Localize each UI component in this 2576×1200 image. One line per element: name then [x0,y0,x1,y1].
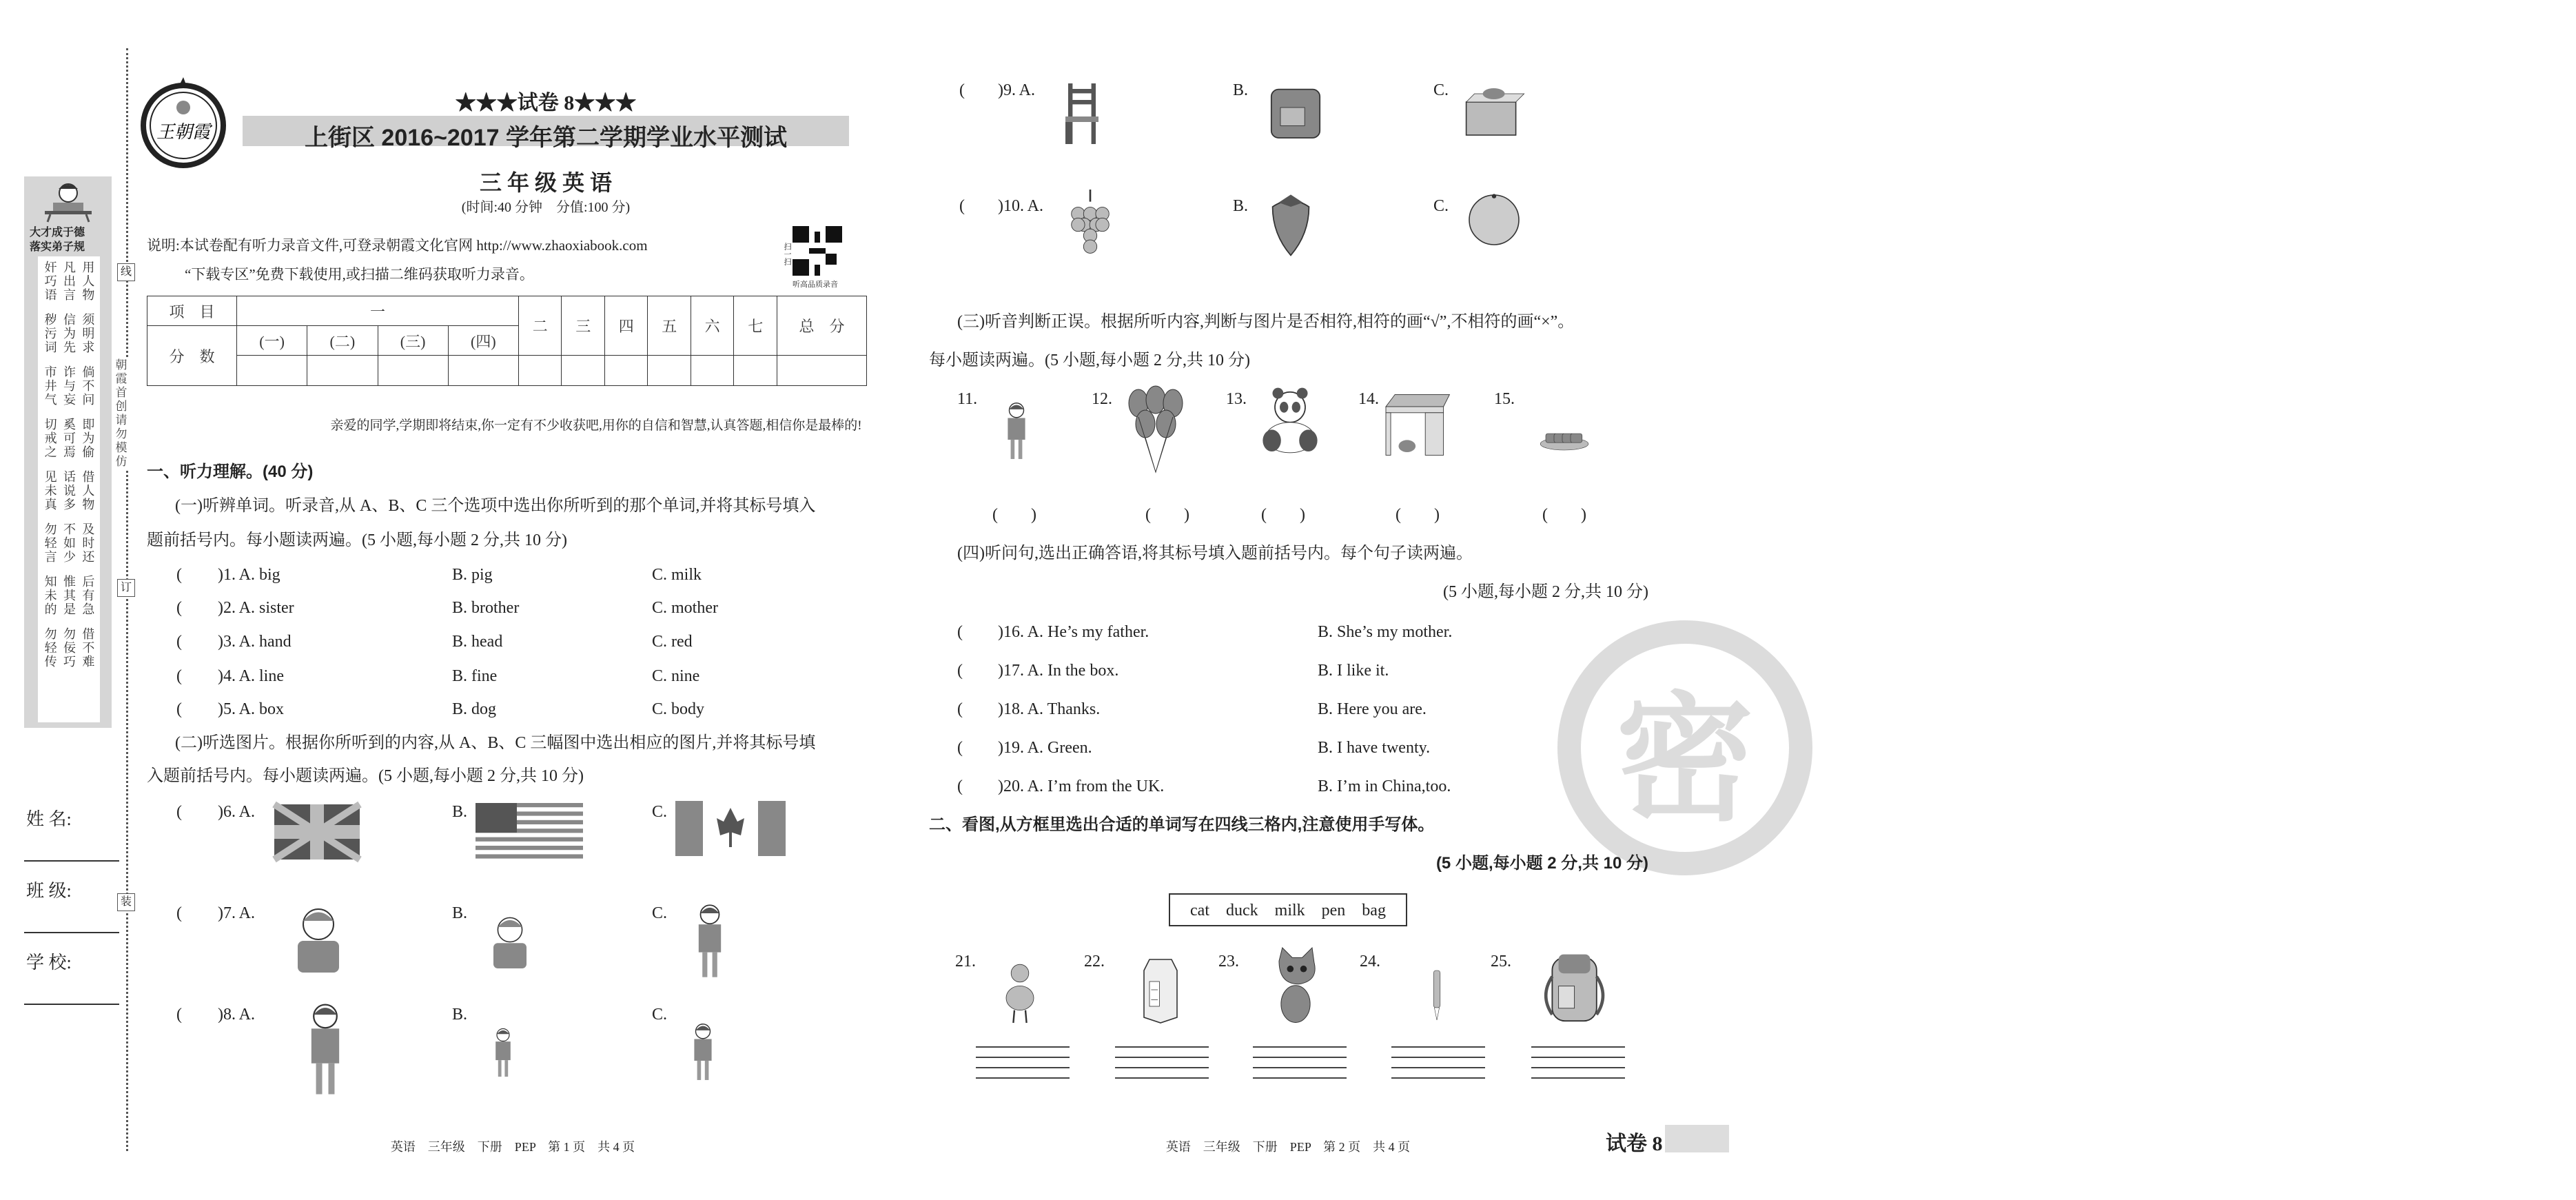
part-header: 一 [237,296,519,326]
option-a: )16. A. He’s my father. [998,623,1149,641]
poem-column: 勿佞巧 [61,627,76,669]
poem-column: 及时还 [81,522,95,564]
score-cell[interactable] [777,356,867,386]
option-c-label: C. [1433,81,1449,99]
girl-picture [482,1001,524,1104]
poem-column: 须明求 [81,313,95,354]
svg-text:王朝霞: 王朝霞 [156,122,211,143]
desk-picture [1378,391,1454,467]
page-footer: 英语 三年级 下册 PEP 第 2 页 共 4 页 [1165,1140,1411,1154]
binding-mark: 订 [117,579,135,597]
poem-verse [41,261,97,302]
option-b: B. She’s my mother. [1318,623,1453,641]
instruction: 每小题读两遍。(5 小题,每小题 2 分,共 10 分) [929,352,1250,369]
answer-bracket[interactable]: ( [176,700,182,718]
series-badge: ★★★试卷 8★★★ [455,92,637,114]
option-b: B. head [452,633,503,651]
option-a-label: )10. A. [998,197,1043,215]
option-a: )1. A. big [218,566,280,584]
option-c: C. nine [652,667,700,685]
score-cell[interactable] [307,356,378,386]
class-label: 班 级: [26,881,72,901]
section-title: 二、看图,从方框里选出合适的单词写在四线三格内,注意使用手写体。 [929,815,1435,834]
orange-picture [1460,190,1529,258]
answer-bracket[interactable]: ( ) [1145,506,1189,524]
answer-bracket[interactable]: ( [176,667,182,685]
question-number: 12. [1092,390,1112,408]
option-a: )19. A. Green. [998,739,1092,757]
section-title: 一、听力理解。(40 分) [147,462,314,481]
option-b-label: B. [1233,197,1249,215]
notice-line: “下载专区”免费下载使用,或扫描二维码获取听力录音。 [185,266,534,283]
poem-column: 诈与妄 [61,365,76,407]
milk-picture [1130,950,1185,1033]
score-cell[interactable] [691,356,733,386]
answer-bracket[interactable]: ( [176,904,182,922]
grandfather-picture [482,903,538,979]
option-c: C. milk [652,566,702,584]
option-b: B. I have twenty. [1318,739,1431,757]
option-a: )18. A. Thanks. [998,700,1101,718]
answer-bracket[interactable]: ( [959,197,965,215]
row-label: 项 目 [147,296,237,326]
uk-flag [274,804,360,860]
balloons-picture [1121,386,1190,472]
option-b: B. brother [452,599,520,617]
dizigui-poem [38,256,100,722]
notice-line: 说明:本试卷配有听力录音文件,可登录朝霞文化官网 http://www.zhaoxiabook.com [147,237,648,254]
option-b-label: B. [452,1006,468,1024]
poem-column: 不如少 [61,522,76,564]
option-a-label: )6. A. [218,803,255,821]
sub-header: (一) [237,326,307,356]
option-a: )20. A. I’m from the UK. [998,777,1165,795]
answer-bracket[interactable]: ( [176,803,182,821]
qr-caption: 听高品质录音 [793,281,838,289]
instruction: (一)听辨单词。听录音,从 A、B、C 三个选项中选出你所听到的那个单词,并将其标号填入 [175,497,816,515]
poem-column: 勿轻言 [43,522,57,564]
motto-line: 落实弟子规 [30,241,85,253]
answer-bracket[interactable]: ( [176,599,182,617]
word-bank: cat duck milk pen bag [1169,893,1407,926]
school-label: 学 校: [26,953,72,973]
poem-column: 话说多 [61,470,76,511]
part-header: 三 [562,296,604,356]
option-a-label: )9. A. [998,81,1035,99]
four-line-writing-grid[interactable] [976,1046,1070,1082]
score-note: (5 小题,每小题 2 分,共 10 分) [1443,583,1648,601]
poem-column: 惟其是 [61,575,76,616]
answer-bracket[interactable]: ( ) [1261,506,1305,524]
poem-verse [41,470,97,511]
poem-column: 勿轻传 [43,627,57,669]
time-score: (时间:40 分钟 分值:100 分) [461,200,631,215]
option-b: B. I like it. [1318,662,1389,680]
poem-column: 市井气 [43,365,57,407]
grapes-picture [1056,190,1125,265]
option-c-label: C. [652,803,668,821]
option-c-label: C. [652,904,668,922]
option-a: )4. A. line [218,667,284,685]
option-c: C. red [652,633,693,651]
poem-verse [41,365,97,407]
poem-column: 用人物 [81,261,95,302]
sub-header: (三) [378,326,448,356]
pen-picture [1416,951,1458,1037]
option-b: B. I’m in China,too. [1318,777,1451,795]
option-b-label: B. [452,904,468,922]
panda-picture [1256,386,1325,462]
option-a: )5. A. box [218,700,284,718]
poem-column: 秽污词 [43,313,57,354]
row-label: 分 数 [147,326,237,386]
page-footer: 英语 三年级 下册 PEP 第 1 页 共 4 页 [390,1140,635,1154]
question-number: 24. [1360,953,1380,970]
poem-column: 知未的 [43,575,57,616]
part-header: 二 [519,296,562,356]
part-header: 总 分 [777,296,867,356]
strawberry-picture [1260,192,1322,267]
score-cell[interactable] [237,356,307,386]
answer-bracket[interactable]: ( [176,566,182,584]
score-table [147,296,867,386]
score-note: (5 小题,每小题 2 分,共 10 分) [1435,854,1648,873]
option-a: )2. A. sister [218,599,294,617]
chair-picture [1054,77,1110,159]
four-line-writing-grid[interactable] [1531,1046,1625,1082]
answer-bracket[interactable]: ( [957,739,963,757]
motto-line: 大才成于德 [30,227,85,238]
bag-picture [1533,951,1609,1030]
option-b-label: B. [452,803,468,821]
question-number: 14. [1358,390,1379,408]
bread-picture [1523,419,1606,471]
question-number: 23. [1218,953,1239,970]
poem-column: 借人物 [81,470,95,511]
subject-title: 三 年 级 英 语 [479,170,612,195]
poem-column: 借不难 [81,627,95,669]
answer-bracket[interactable]: ( [957,777,963,795]
score-cell[interactable] [519,356,562,386]
score-cell[interactable] [448,356,518,386]
option-b: B. dog [452,700,497,718]
option-b: B. fine [452,667,498,685]
option-a: )17. A. In the box. [998,662,1119,680]
binding-mark: 装 [117,893,135,911]
exam-title: 上街区 2016~2017 学年第二学期学业水平测试 [304,125,788,151]
option-c-label: C. [1433,197,1449,215]
instruction: (三)听音判断正误。根据所听内容,判断与图片是否相符,相符的画“√”,不相符的画“×”。 [957,313,1575,331]
part-header: 四 [604,296,647,356]
name-label: 姓 名: [26,809,72,829]
part-header: 五 [648,296,691,356]
poem-column: 切戒之 [43,418,57,459]
exam-badge: 试卷 8 [1606,1132,1663,1155]
girl-picture [679,896,741,986]
score-cell[interactable] [378,356,448,386]
four-line-writing-grid[interactable] [1115,1046,1209,1082]
instruction: (二)听选图片。根据你所听到的内容,从 A、B、C 三幅图中选出相应的图片,并将其标号填 [175,734,816,752]
option-c: C. mother [652,599,718,617]
answer-bracket[interactable]: ( ) [1396,506,1440,524]
option-b: B. Here you are. [1318,700,1427,718]
part-header: 六 [691,296,733,356]
poem-verse [41,627,97,669]
question-number: 13. [1226,390,1247,408]
girl-picture [679,1004,727,1100]
poem-verse [41,522,97,564]
option-c-label: C. [652,1006,668,1024]
boy-picture [992,386,1041,476]
answer-bracket[interactable]: ( [957,623,963,641]
option-a-label: )7. A. [218,904,255,922]
score-cell[interactable] [562,356,604,386]
poem-verse [41,313,97,354]
canada-flag [675,801,786,856]
question-number: 21. [955,953,976,970]
poem-verse [41,575,97,616]
binding-text: 朝霞首创 请勿模仿 [115,358,127,468]
answer-bracket[interactable]: ( [176,1006,182,1024]
sub-header: (四) [448,326,518,356]
qr-code[interactable] [793,226,842,276]
greeting: 亲爱的同学,学期即将结束,你一定有不少收获吧,用你的自信和智慧,认真答题,相信你是最棒的! [330,418,862,433]
score-cell[interactable] [648,356,691,386]
qr-side-text: 扫一扫 [783,243,791,265]
class-input-line[interactable] [24,932,119,933]
poem-column: 倘不问 [81,365,95,407]
question-number: 11. [957,390,978,408]
answer-bracket[interactable]: ( [957,700,963,718]
poem-column: 奚可焉 [61,418,76,459]
option-a-label: )8. A. [218,1006,255,1024]
man-lifting-dumbbells-picture [284,1001,367,1097]
answer-bracket[interactable]: ( ) [992,506,1036,524]
answer-bracket[interactable]: ( [959,81,965,99]
answer-bracket[interactable]: ( [957,662,963,680]
option-a: )3. A. hand [218,633,292,651]
instruction: 题前括号内。每小题读两遍。(5 小题,每小题 2 分,共 10 分) [147,531,567,549]
four-line-writing-grid[interactable] [1253,1046,1347,1082]
instruction: (四)听问句,选出正确答语,将其标号填入题前括号内。每个句子读两遍。 [957,545,1473,562]
sub-header: (二) [307,326,378,356]
four-line-writing-grid[interactable] [1391,1046,1485,1082]
answer-bracket[interactable]: ( ) [1542,506,1586,524]
answer-bracket[interactable]: ( [176,633,182,651]
score-cell[interactable] [734,356,777,386]
school-bag-picture [1261,77,1330,153]
poem-column: 信为先 [61,313,76,354]
question-number: 25. [1491,953,1511,970]
poem-column: 见未真 [43,470,57,511]
confidential-watermark [1557,620,1812,875]
poem-column: 凡出言 [61,261,76,302]
cat-picture [1261,948,1330,1030]
us-flag [476,803,583,861]
grandmother-picture [284,900,353,976]
poem-column: 奸巧语 [43,261,57,302]
school-input-line[interactable] [24,1004,119,1005]
question-number: 15. [1494,390,1515,408]
option-b: B. pig [452,566,493,584]
motto-sidebar [24,176,112,728]
poem-column: 后有急 [81,575,95,616]
name-input-line[interactable] [24,860,119,862]
poem-column: 即为偷 [81,418,95,459]
part-header: 七 [734,296,777,356]
option-b-label: B. [1233,81,1249,99]
score-cell[interactable] [604,356,647,386]
toy-box-picture [1455,80,1535,149]
binding-mark: 线 [117,263,135,281]
instruction: 入题前括号内。每小题读两遍。(5 小题,每小题 2 分,共 10 分) [147,767,584,785]
option-c: C. body [652,700,705,718]
question-number: 22. [1084,953,1105,970]
duck-picture [992,950,1047,1033]
watermark-glyph: 密 [1615,684,1754,837]
